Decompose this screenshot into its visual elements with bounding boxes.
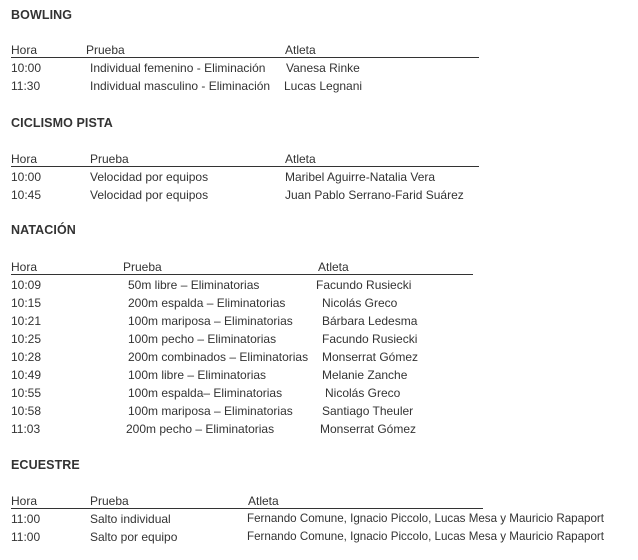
cell-hora: 10:49 <box>11 368 42 382</box>
col-header-atleta: Atleta <box>285 43 316 57</box>
cell-atleta: Maribel Aguirre-Natalia Vera <box>285 170 436 184</box>
cell-prueba: 200m combinados – Eliminatorias <box>128 350 309 364</box>
cell-hora: 11:00 <box>11 512 41 526</box>
cell-prueba: 100m pecho – Eliminatorias <box>128 332 277 346</box>
cell-atleta: Monserrat Gómez <box>322 350 419 364</box>
cell-hora: 11:30 <box>11 79 41 93</box>
col-header-hora: Hora <box>11 260 38 274</box>
cell-hora: 11:00 <box>11 530 41 544</box>
col-header-atleta: Atleta <box>285 152 316 166</box>
cell-atleta: Juan Pablo Serrano-Farid Suárez <box>285 188 464 202</box>
col-header-prueba: Prueba <box>90 152 129 166</box>
cell-hora: 10:00 <box>11 170 42 184</box>
cell-hora: 10:21 <box>11 314 42 328</box>
cell-atleta: Vanesa Rinke <box>286 61 360 75</box>
cell-prueba: Salto individual <box>90 512 171 526</box>
cell-prueba: 200m espalda – Eliminatorias <box>128 296 286 310</box>
section-title-ecuestre: ECUESTRE <box>11 458 80 472</box>
cell-prueba: Individual masculino - Eliminación <box>90 79 271 93</box>
cell-atleta: Fernando Comune, Ignacio Piccolo, Lucas Mesa y Mauricio Rapaport <box>247 530 605 543</box>
cell-prueba: 50m libre – Eliminatorias <box>128 278 260 292</box>
header-divider <box>11 508 483 509</box>
col-header-prueba: Prueba <box>86 43 125 57</box>
cell-atleta: Lucas Legnani <box>284 79 363 93</box>
header-divider <box>11 57 479 58</box>
cell-prueba: Individual femenino - Eliminación <box>90 61 266 75</box>
cell-hora: 10:58 <box>11 404 42 418</box>
cell-hora: 10:00 <box>11 61 42 75</box>
cell-hora: 10:45 <box>11 188 42 202</box>
col-header-atleta: Atleta <box>248 494 279 508</box>
col-header-hora: Hora <box>11 43 38 57</box>
cell-prueba: 100m mariposa – Eliminatorias <box>128 314 293 328</box>
cell-hora: 11:03 <box>11 422 41 436</box>
section-title-ciclismo-pista: CICLISMO PISTA <box>11 116 113 130</box>
header-divider <box>11 166 479 167</box>
cell-hora: 10:15 <box>11 296 42 310</box>
col-header-prueba: Prueba <box>90 494 129 508</box>
cell-prueba: Velocidad por equipos <box>90 188 209 202</box>
cell-atleta: Nicolás Greco <box>322 296 398 310</box>
cell-atleta: Facundo Rusiecki <box>322 332 418 346</box>
cell-atleta: Bárbara Ledesma <box>322 314 418 328</box>
cell-hora: 10:09 <box>11 278 42 292</box>
cell-prueba: Velocidad por equipos <box>90 170 209 184</box>
section-title-natacion: NATACIÓN <box>11 223 76 237</box>
cell-atleta: Santiago Theuler <box>322 404 414 418</box>
cell-atleta: Facundo Rusiecki <box>316 278 412 292</box>
cell-hora: 10:25 <box>11 332 42 346</box>
cell-prueba: 100m espalda– Eliminatorias <box>128 386 283 400</box>
cell-prueba: Salto por equipo <box>90 530 178 544</box>
col-header-prueba: Prueba <box>123 260 162 274</box>
section-title-bowling: BOWLING <box>11 8 73 22</box>
col-header-hora: Hora <box>11 494 38 508</box>
cell-atleta: Nicolás Greco <box>325 386 401 400</box>
cell-atleta: Monserrat Gómez <box>320 422 417 436</box>
cell-prueba: 100m mariposa – Eliminatorias <box>128 404 293 418</box>
header-divider <box>11 274 473 275</box>
cell-prueba: 100m libre – Eliminatorias <box>128 368 267 382</box>
cell-atleta: Fernando Comune, Ignacio Piccolo, Lucas Mesa y Mauricio Rapaport <box>247 512 605 525</box>
cell-atleta: Melanie Zanche <box>322 368 408 382</box>
col-header-atleta: Atleta <box>318 260 349 274</box>
col-header-hora: Hora <box>11 152 38 166</box>
cell-hora: 10:28 <box>11 350 42 364</box>
cell-prueba: 200m pecho – Eliminatorias <box>126 422 275 436</box>
cell-hora: 10:55 <box>11 386 42 400</box>
